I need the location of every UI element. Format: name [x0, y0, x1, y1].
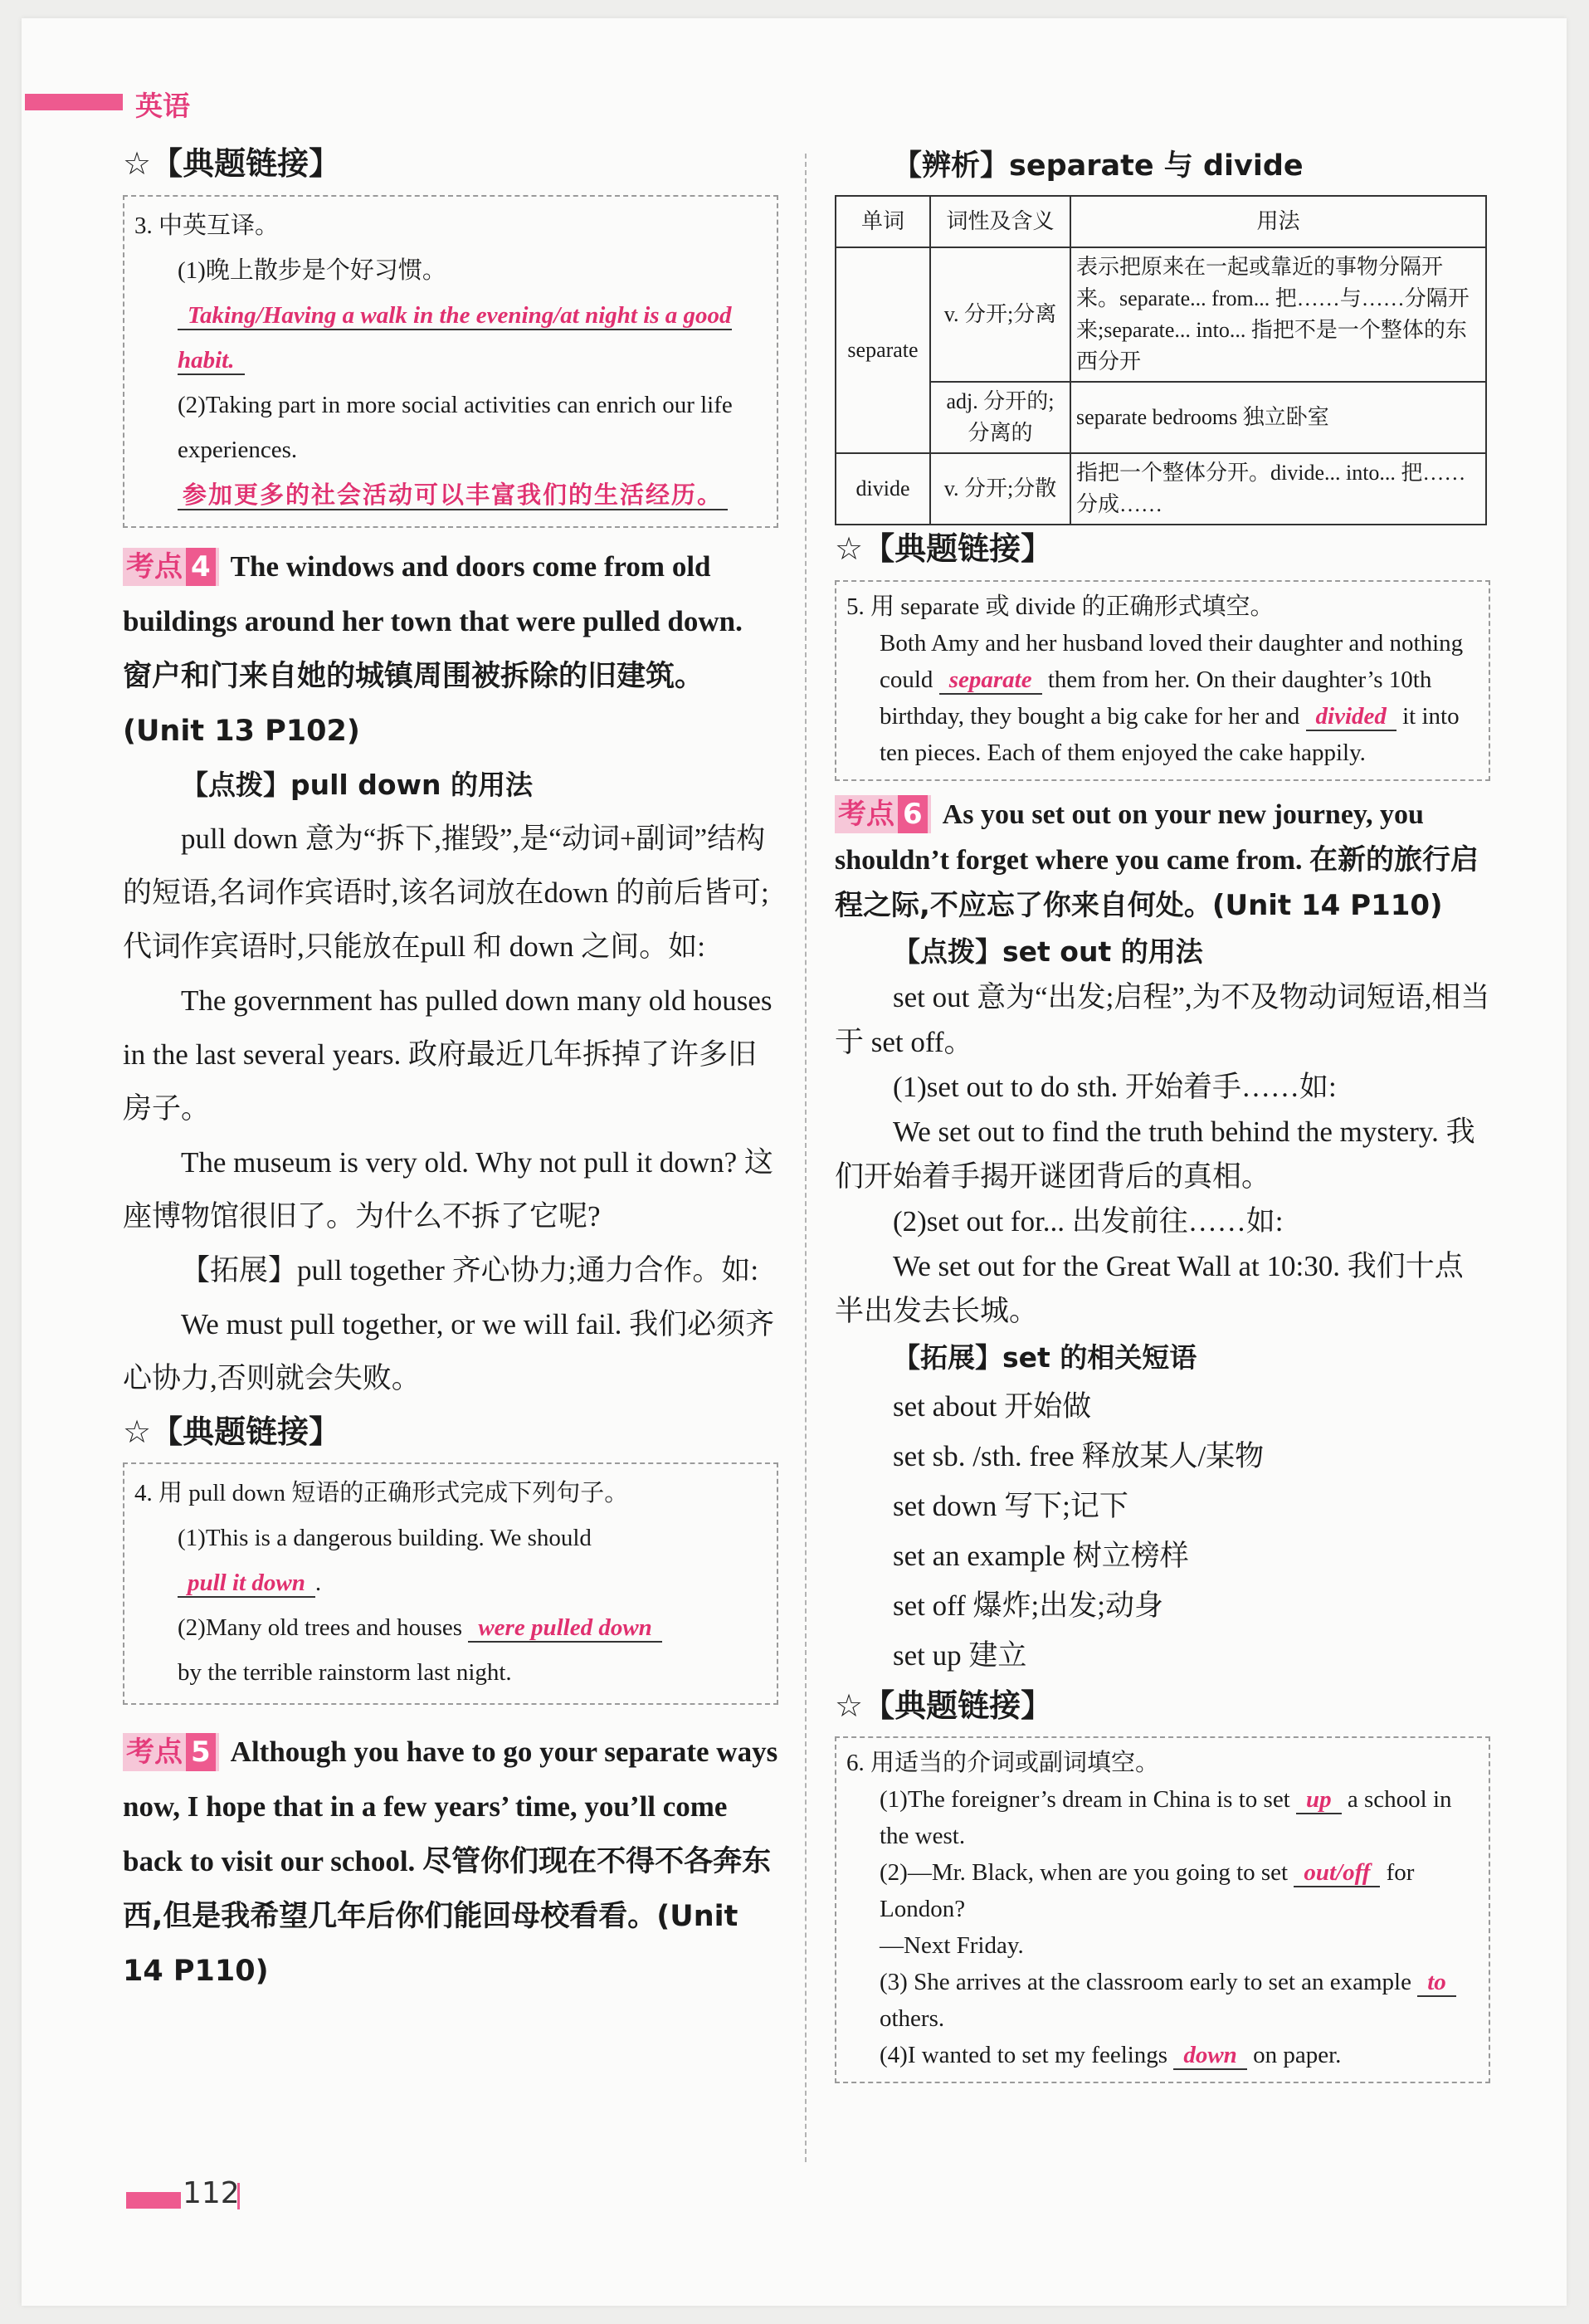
key-point-4 — [123, 540, 778, 759]
tip-4-example-3: We must pull together, or we will fail. 我们必须齐心协力,否则就会失败。 — [123, 1307, 775, 1394]
exercise-6-q4: (4)I wanted to set my feelings — [880, 2042, 1168, 2069]
link-heading-4: ☆【典题链接】 — [835, 1687, 1053, 1724]
table-header-pos: 词性及含义 — [930, 196, 1070, 247]
phrase-item: set an example 树立榜样 — [893, 1539, 1189, 1572]
exercise-4-sentence-2: (2)Many old trees and houses — [178, 1614, 463, 1642]
exercise-6-q4-end: on paper. — [1253, 2042, 1342, 2069]
exercise-3-answer-2: 参加更多的社会活动可以丰富我们的生活经历。 — [178, 481, 728, 510]
tip-6-extension: 【拓展】set 的相关短语 — [893, 1340, 1197, 1374]
exercise-4-box: 4. 用 pull down 短语的正确形式完成下列句子。 (1)This is a dangerous building. We should pull it down . (2)Many old trees and houses were pulled down by the terrible rainstorm last night. — [123, 1462, 778, 1705]
separate-divide-table — [835, 195, 1487, 525]
key-point-5-chinese: 尽管你们现在不得不各奔东西,但是我希望几年后你们能回母校看看。(Unit 14 P110) — [123, 1845, 772, 1989]
key-point-6-chinese: 在新的旅行启程之际,不应忘了你来自何处。(Unit 14 P110) — [835, 842, 1479, 922]
tip-6-example-1: We set out to find the truth behind the mystery. 我们开始着手揭开谜团背后的真相。 — [835, 1115, 1475, 1193]
exercise-4-title: 4. 用 pull down 短语的正确形式完成下列句子。 — [134, 1480, 629, 1507]
exercise-4-answer-1: pull it down — [178, 1570, 315, 1598]
page-number-tick — [237, 2183, 240, 2209]
exercise-6-answer-2: out/off — [1294, 1859, 1380, 1887]
exercise-6-q2: (2)—Mr. Black, when are you going to set — [880, 1859, 1289, 1887]
exercise-6-q3: (3) She arrives at the classroom early to set an example — [880, 1969, 1411, 1996]
table-cell-separate-adj: adj. 分开的;分离的 — [930, 382, 1070, 453]
key-point-5 — [123, 1725, 778, 1999]
table-header-usage: 用法 — [1070, 196, 1486, 247]
key-point-4-chinese: 窗户和门来自她的城镇周围被拆除的旧建筑。(Unit 13 P102) — [123, 659, 704, 748]
tip-4-example-1: The government has pulled down many old houses in the last several years. 政府最近几年拆掉了许多旧房子。 — [123, 984, 773, 1125]
link-heading-2: ☆【典题链接】 — [123, 1413, 341, 1450]
table-cell-separate-adj-usage: separate bedrooms 独立卧室 — [1070, 382, 1486, 453]
exercise-6-title: 6. 用适当的介词或副词填空。 — [846, 1750, 1160, 1777]
footer-color-bar — [126, 2192, 181, 2209]
exercise-6-answer-3: to — [1417, 1969, 1456, 1997]
exercise-3-answer-1: Taking/Having a walk in the evening/at night is a good habit. — [178, 301, 732, 374]
phrase-item: set about 开始做 — [893, 1389, 1092, 1423]
left-column — [123, 145, 778, 1999]
tip-6-explanation: set out 意为“出发;启程”,为不及物动词短语,相当于 set off。 — [835, 980, 1490, 1058]
phrase-item: set off 爆炸;出发;动身 — [893, 1589, 1164, 1622]
exercise-6-answer-4: down — [1173, 2042, 1246, 2070]
tip-6-title: 【点拨】set out 的用法 — [893, 935, 1203, 968]
table-cell-separate: separate — [836, 247, 930, 453]
table-row — [836, 247, 1486, 382]
exercise-5-text-2: them from her. On their daughter’s 10th birthday, they bought a big cake for her and — [880, 666, 1432, 730]
key-point-badge-6: 考点 6 — [835, 795, 931, 833]
exercise-4-sentence-1: (1)This is a dangerous building. We should — [178, 1525, 592, 1552]
link-heading-1: ☆【典题链接】 — [123, 145, 341, 182]
exercise-6-q2-end: for London? — [880, 1859, 1415, 1923]
column-divider — [805, 154, 807, 2162]
exercise-3-sentence-1: (1)晚上散步是个好习惯。 — [178, 256, 446, 284]
table-cell-divide-v: v. 分开;分散 — [930, 453, 1070, 525]
key-point-4-english: The windows and doors come from old buildings around her town that were pulled down. — [123, 549, 743, 637]
exercise-6-q2-reply: —Next Friday. — [880, 1932, 1024, 1960]
exercise-5-answer-1: separate — [939, 666, 1042, 695]
table-row — [836, 382, 1486, 453]
exercise-5-text-3: it into ten pieces. Each of them enjoyed the cake happily. — [880, 702, 1460, 766]
key-point-6 — [835, 793, 1490, 929]
tip-4-extension: 【拓展】pull together 齐心协力;通力合作。如: — [181, 1253, 759, 1286]
exercise-4-sentence-2-end: by the terrible rainstorm last night. — [178, 1659, 512, 1687]
phrase-item: set sb. /sth. free 释放某人/某物 — [893, 1439, 1265, 1472]
exercise-5-title: 5. 用 separate 或 divide 的正确形式填空。 — [846, 593, 1275, 620]
exercise-6-box — [835, 1736, 1490, 2083]
table-cell-separate-v: v. 分开;分离 — [930, 247, 1070, 382]
page-number: 112 — [183, 2176, 240, 2210]
table-row — [836, 453, 1486, 525]
key-point-6-english: As you set out on your new journey, you shouldn’t forget where you came from. — [835, 798, 1424, 876]
exercise-3-sentence-2: (2)Taking part in more social activities can enrich our life experiences. — [178, 391, 733, 463]
exercise-3-box — [123, 195, 778, 528]
exercise-4-answer-2: were pulled down — [468, 1614, 661, 1643]
exercise-6-answer-1: up — [1296, 1786, 1342, 1814]
tip-6-example-2: We set out for the Great Wall at 10:30. 我们十点半出发去长城。 — [835, 1249, 1464, 1327]
table-header-word: 单词 — [836, 196, 930, 247]
phrase-item: set down 写下;记下 — [893, 1489, 1128, 1522]
exercise-5-box — [835, 580, 1490, 781]
exercise-6-q3-end: others. — [880, 2005, 945, 2033]
table-cell-separate-v-usage: 表示把原来在一起或靠近的事物分隔开来。separate... from... 把……与……分隔开来;separate... into... 指把不是一个整体的东西分开 — [1070, 247, 1486, 382]
key-point-5-english: Although you have to go your separate ways now, I hope that in a few years’ time, you’ll come back to visit our school. — [123, 1736, 778, 1878]
table-header-row — [836, 196, 1486, 247]
tip-4-explanation: pull down 意为“拆下,摧毁”,是“动词+副词”结构的短语,名词作宾语时,该名词放在down 的前后皆可;代词作宾语时,只能放在pull 和 down 之间。如: — [123, 822, 769, 963]
subject-label: 英语 — [135, 90, 190, 122]
exercise-5-text-1: Both Amy and her husband loved their daughter and nothing could — [880, 629, 1464, 693]
analysis-title: 【辨析】separate 与 divide — [893, 149, 1304, 183]
table-cell-divide-usage: 指把一个整体分开。divide... into... 把……分成…… — [1070, 453, 1486, 525]
exercise-6-q1: (1)The foreigner’s dream in China is to set — [880, 1786, 1290, 1814]
right-column — [835, 145, 1490, 2083]
link-heading-3: ☆【典题链接】 — [835, 530, 1053, 567]
table-cell-divide: divide — [836, 453, 930, 525]
phrase-item: set up 建立 — [893, 1638, 1027, 1672]
tip-4-title: 【点拨】pull down 的用法 — [181, 768, 533, 801]
tip-6-usage-2: (2)set out for... 出发前往……如: — [893, 1204, 1284, 1238]
tip-6-usage-1: (1)set out to do sth. 开始着手……如: — [893, 1070, 1337, 1103]
tip-4-example-2: The museum is very old. Why not pull it down? 这座博物馆很旧了。为什么不拆了它呢? — [123, 1145, 773, 1233]
exercise-3-title: 3. 中英互译。 — [134, 212, 280, 239]
exercise-6-q1-end: a school in the west. — [880, 1786, 1452, 1850]
key-point-badge-5: 考点 5 — [123, 1733, 219, 1771]
header-color-bar — [25, 94, 123, 110]
exercise-5-answer-2: divided — [1306, 703, 1396, 731]
key-point-badge-4: 考点 4 — [123, 548, 219, 586]
